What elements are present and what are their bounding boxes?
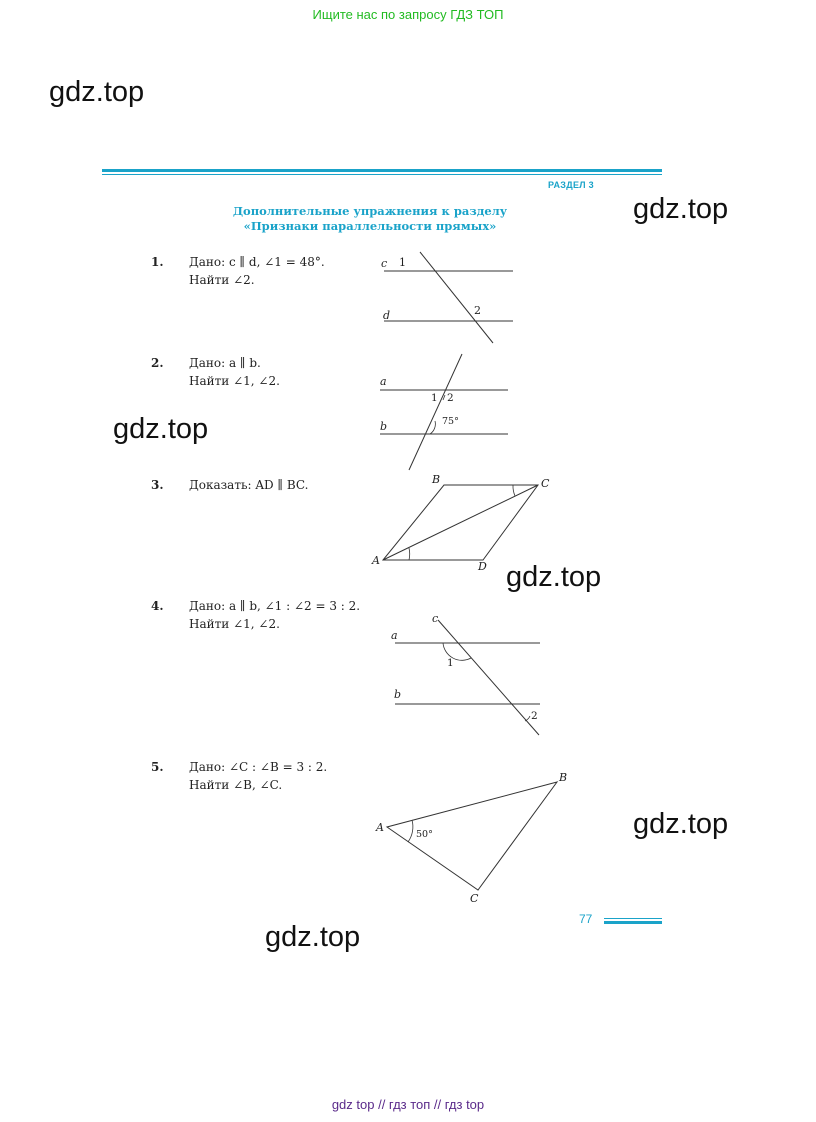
search-banner: Ищите нас по запросу ГДЗ ТОП [312,7,504,22]
problem-number: 5. [151,760,164,774]
problem-number: 1. [151,255,164,269]
vertex-label: B [559,771,568,784]
problem-line: Найти ∠1, ∠2. [189,617,280,631]
figure-label: 2 [447,392,454,404]
vertex-label: C [470,892,479,905]
figure-label: 75° [442,416,459,427]
figure-5 [370,765,580,910]
problem-line: Найти ∠B, ∠C. [189,778,283,792]
figure-label: c [432,612,439,625]
problem-number: 4. [151,599,164,613]
watermark: gdz.top [633,193,729,225]
vertex-label: A [372,554,380,567]
vertex-label: B [432,473,441,486]
vertex-label: C [541,477,550,490]
problem-number: 2. [151,356,164,370]
figure-label: 2 [474,304,481,317]
figure-label: 50° [416,829,433,840]
figure-label: c [381,257,388,270]
vertex-label: A [376,821,384,834]
figure-label: b [380,420,388,433]
figure-label: 1 [399,256,406,269]
problem-text [189,758,327,794]
problem-line: Дано: ∠C : ∠B = 3 : 2. [189,760,328,774]
figure-1 [370,250,530,350]
figure-label: a [391,629,398,642]
figure-label: a [380,375,387,388]
problem-line: Найти ∠1, ∠2. [189,374,280,388]
figure-label: d [383,309,391,322]
footer-links: gdz top // гдз топ // гдз top [331,1097,485,1112]
footer-rule [604,921,662,924]
figure-label: b [394,688,402,701]
problem-line: Найти ∠2. [189,273,255,287]
problem-text [189,354,280,390]
figure-2 [370,350,520,475]
figure-label: 1 [431,392,438,404]
problem-number: 3. [151,478,164,492]
header-rule-thin [102,174,662,175]
watermark: gdz.top [633,808,729,840]
figure-label: 2 [531,710,538,722]
figure-4 [385,610,550,740]
figure-label: 1 [447,657,454,669]
page-title [160,204,580,234]
figure-3 [365,470,565,575]
watermark: gdz.top [506,561,602,593]
page-number: 77 [579,912,593,926]
footer-rule-thin [604,918,662,919]
watermark: gdz.top [49,76,145,108]
problem-text [189,476,308,494]
vertex-label: D [478,560,487,573]
problem-line: Дано: c ∥ d, ∠1 = 48°. [189,255,325,269]
problem-line: Дано: a ∥ b. [189,356,261,370]
problem-line: Доказать: AD ∥ BC. [189,478,309,492]
problem-line: Дано: a ∥ b, ∠1 : ∠2 = 3 : 2. [189,599,361,613]
problem-text [189,597,360,633]
header-rule [102,169,662,172]
watermark: gdz.top [113,413,209,445]
section-label: РАЗДЕЛ 3 [548,180,594,190]
title-line: «Признаки параллельности прямых» [243,219,497,233]
title-line: Дополнительные упражнения к разделу [232,204,508,218]
watermark: gdz.top [265,921,361,953]
problem-text [189,253,325,289]
